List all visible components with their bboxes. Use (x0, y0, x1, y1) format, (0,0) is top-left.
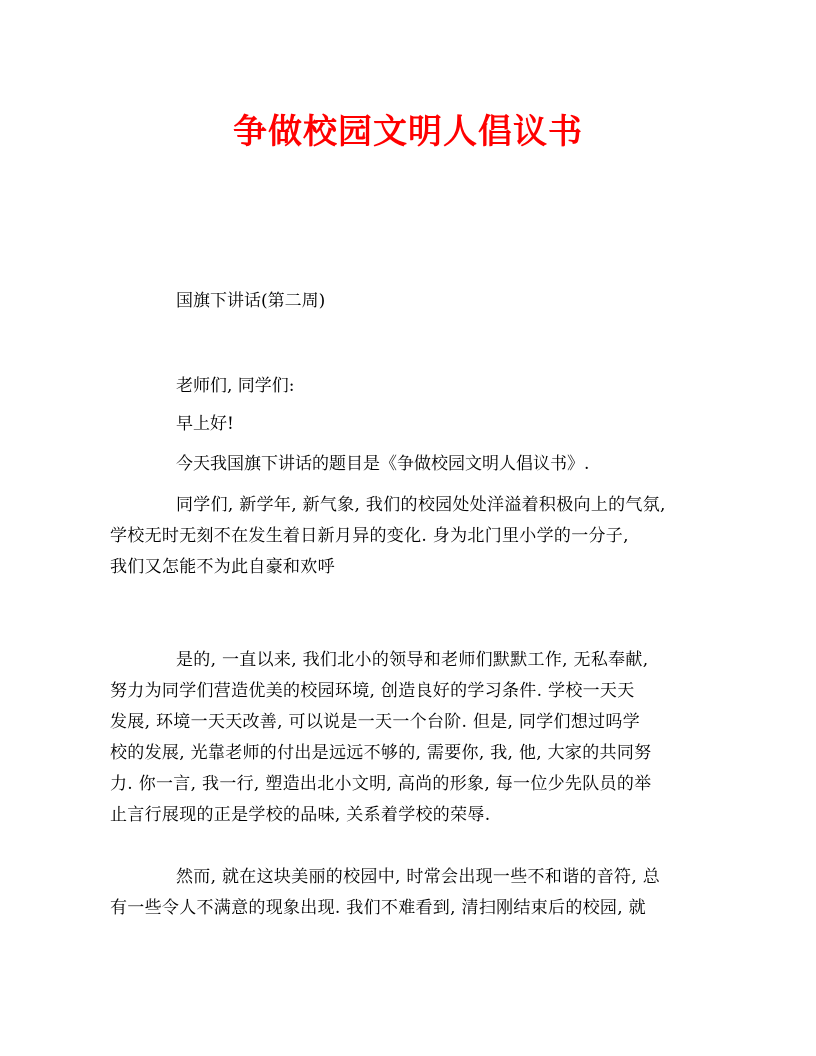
salutation: 老师们, 同学们: (176, 376, 295, 396)
paragraph-line: 止言行展现的正是学校的品味, 关系着学校的荣辱. (110, 805, 491, 825)
document-title: 争做校园文明人倡议书 (233, 112, 583, 152)
paragraph-line: 有一些令人不满意的现象出现. 我们不难看到, 清扫刚结束后的校园, 就 (110, 898, 646, 918)
paragraph-line: 然而, 就在这块美丽的校园中, 时常会出现一些不和谐的音符, 总 (176, 867, 661, 887)
intro-line: 今天我国旗下讲话的题目是《争做校园文明人倡议书》. (176, 454, 590, 474)
paragraph-line: 学校无时无刻不在发生着日新月异的变化. 身为北门里小学的一分子, (110, 526, 629, 546)
paragraph-line: 发展, 环境一天天改善, 可以说是一天一个台阶. 但是, 同学们想过吗学 (110, 712, 641, 732)
paragraph-line: 同学们, 新学年, 新气象, 我们的校园处处洋溢着积极向上的气氛, (176, 495, 666, 515)
paragraph-line: 校的发展, 光靠老师的付出是远远不够的, 需要你, 我, 他, 大家的共同努 (110, 743, 652, 763)
paragraph-2 (110, 645, 706, 831)
speech-subtitle: 国旗下讲话(第二周) (176, 291, 326, 311)
greeting: 早上好! (176, 414, 234, 434)
paragraph-line: 力. 你一言, 我一行, 塑造出北小文明, 高尚的形象, 每一位少先队员的举 (110, 774, 652, 794)
paragraph-line: 我们又怎能不为此自豪和欢呼 (110, 557, 335, 577)
paragraph-line: 努力为同学们营造优美的校园环境, 创造良好的学习条件. 学校一天天 (110, 681, 635, 701)
paragraph-3 (110, 862, 706, 924)
paragraph-1 (110, 490, 706, 583)
paragraph-line: 是的, 一直以来, 我们北小的领导和老师们默默工作, 无私奉献, (176, 650, 649, 670)
